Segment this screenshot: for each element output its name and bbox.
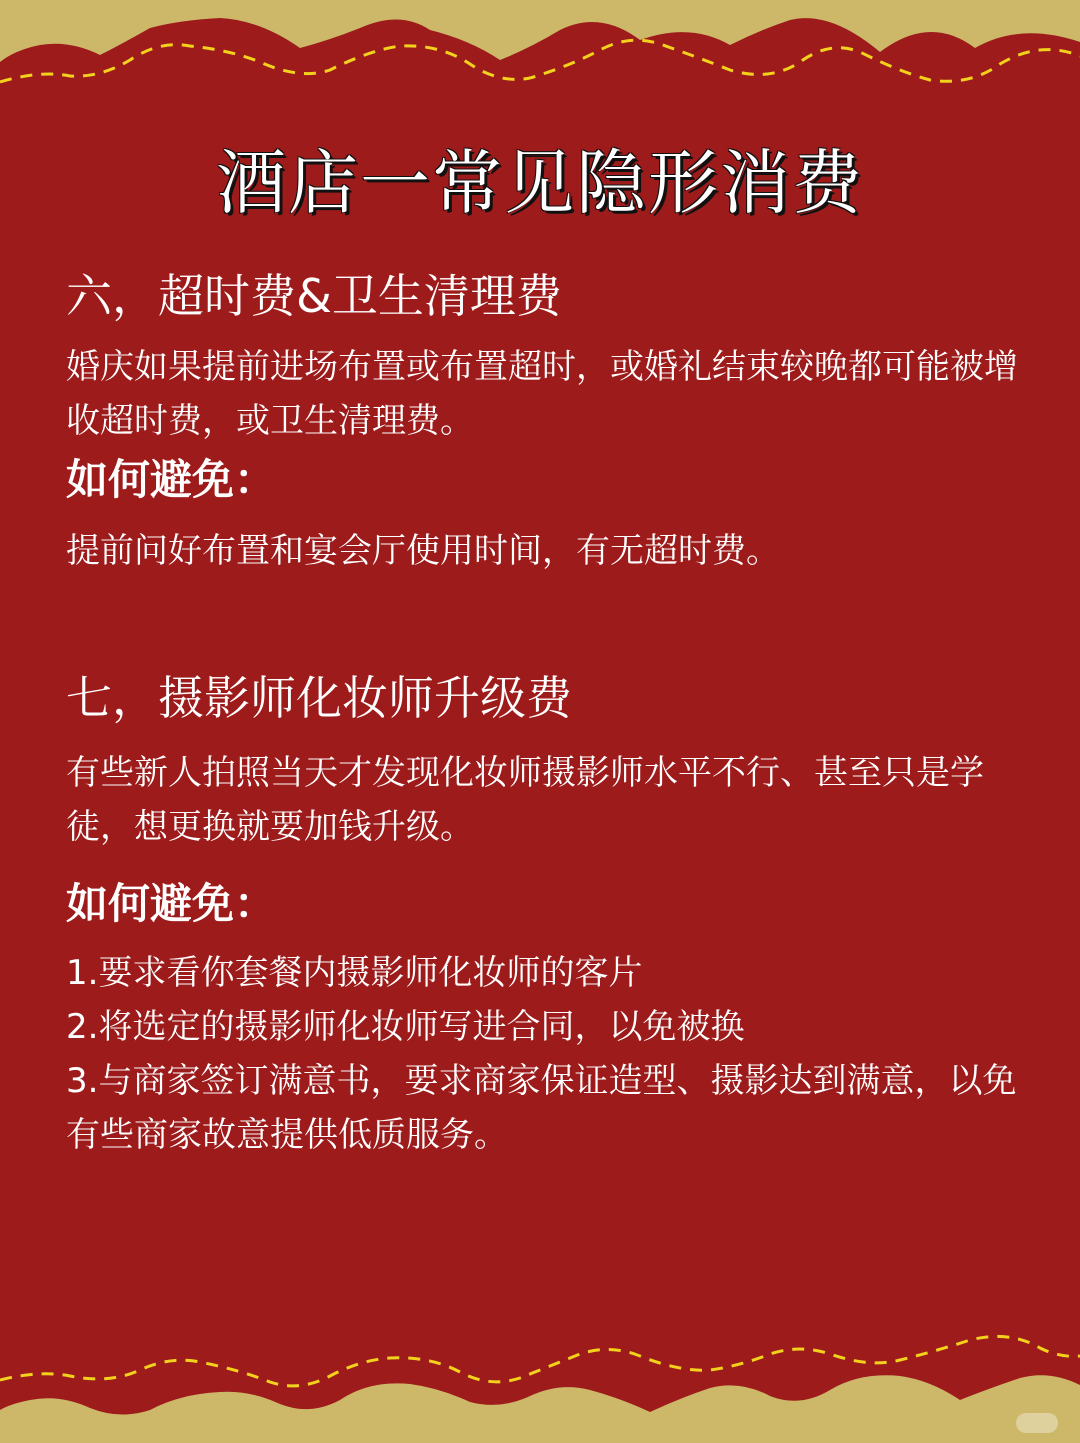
section-7-heading: 七，摄影师化妆师升级费 — [66, 671, 572, 725]
bottom-scallop-band — [0, 1375, 1080, 1443]
section-7-description: 有些新人拍照当天才发现化妆师摄影师水平不行、甚至只是学徒，想更换就要加钱升级。 — [66, 753, 984, 847]
list-item: 3.与商家签订满意书，要求商家保证造型、摄影达到满意，以免有些商家故意提供低质服务。 — [66, 1061, 1017, 1155]
section-6-avoid-heading: 如何避免： — [66, 455, 277, 504]
list-item: 2.将选定的摄影师化妆师写进合同，以免被换 — [66, 1007, 745, 1047]
section-6-description: 婚庆如果提前进场布置或布置超时，或婚礼结束较晚都可能被增收超时费，或卫生清理费。 — [66, 347, 1018, 441]
watermark-badge — [1016, 1413, 1058, 1433]
page-title: 酒店一常见隐形消费 — [216, 142, 864, 224]
section-6-avoid-text: 提前问好布置和宴会厅使用时间，有无超时费。 — [66, 531, 780, 571]
section-7-avoid-heading: 如何避免： — [66, 879, 277, 928]
section-7-avoid-list — [66, 946, 1026, 1162]
top-scallop-band — [0, 0, 1080, 62]
bottom-dashed-line — [0, 1336, 1080, 1385]
list-item: 1.要求看你套餐内摄影师化妆师的客片 — [66, 953, 643, 993]
section-6-heading: 六，超时费&卫生清理费 — [66, 269, 562, 323]
top-dashed-line — [0, 40, 1080, 82]
